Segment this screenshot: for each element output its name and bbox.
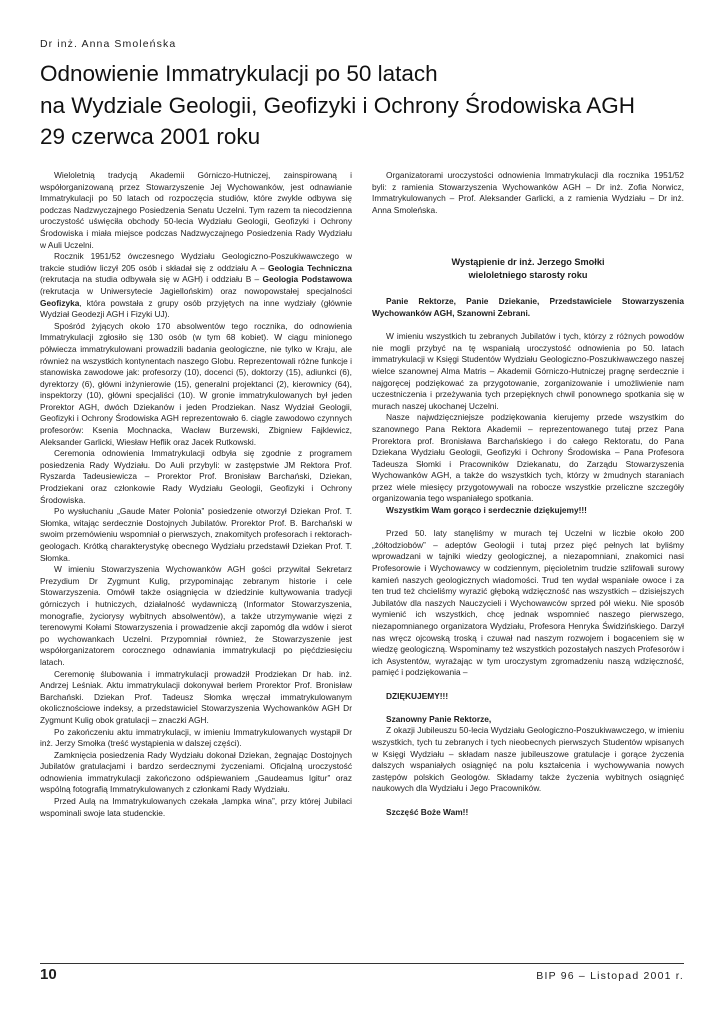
specialty-name: Geofizyka <box>40 297 80 308</box>
paragraph: Wieloletnią tradycją Akademii Górniczo-Hutniczej, zainspirowaną i współorganizowaną przez Stowarzyszenie Jej Wychowanków, jest odnawianie Immatrykulacji po 50 latach od rozpoczęcia studiów, które zwykle odbywa się podczas Nadzwyczajnego Posiedzenia Senatu Uczelni. Tym razem ta niecodzienna uroczystość uświęciła obchody 50-lecia Wydziału Geologii, Geofizyki i Ochrony Środowiska i miała miejsce podczas Nadzwyczajnego Posiedzenia Rady Wydziału w Auli Uczelni. <box>40 170 352 250</box>
paragraph: Przed Aulą na Immatrykulowanych czekała „lampka wina”, przy której Jubilaci wspominali swoje lata studenckie. <box>40 796 352 818</box>
closing-line: Szczęść Boże Wam!! <box>386 806 469 817</box>
thanks-line: Wszystkim Wam gorąco i serdecznie dziękujemy!!! <box>386 505 587 516</box>
paragraph: Ceremonię ślubowania i immatrykulacji prowadził Prodziekan Dr hab. inż. Andrzej Leśniak. Aktu immatrykulacji dokonywał berłem Prorektor Prof. Bronisław Barchański. Dziekan Prof. Tadeusz Słomka wręczał immatrykulowanym okolicznościowe indeksy, a przedstawiciel Stowarzyszenia Wychowanków AGH Dr Zygmunt Kulig obok gratulacji – znaczki AGH. <box>40 668 352 725</box>
left-column <box>40 170 352 819</box>
thanks-caps: DZIĘKUJEMY!!! <box>386 690 449 701</box>
paragraph: Organizatorami uroczystości odnowienia Immatrykulacji dla rocznika 1951/52 byli: z ramienia Stowarzyszenia Wychowanków AGH – Dr inż. Zofia Norwicz, Immatrykulowanych – Prof. Aleksander Garlicki, a z ramienia Wydziału – Dr inż. Anna Smoleńska. <box>372 170 684 215</box>
paragraph: Nasze najwdzięczniejsze podziękowania kierujemy przede wszystkim do szanownego Pana Rektora Akademii – reprezentowanego tutaj przez Pana Prorektora prof. Bronisława Barchańskiego i do całego Rektoratu, do Pana Dziekana Wydziału Geologii, Geofizyki i Ochrony Środowiska – Pana Profesora Tadeusza Słomki i Pracowników Dziekanatu, do Zarządu Stowarzyszenia Wychowanków AGH, a także do wszystkich tych, którzy w żmudnych staraniach przez wiele miesięcy przygotowywali na robocze wszystkie przeliczne szczegóły organizowania tego wspaniałego spotkania. <box>372 412 684 504</box>
speech-title-line-2: wieloletniego starosty roku <box>468 269 588 280</box>
speech-salutation: Panie Rektorze, Panie Dziekanie, Przedstawiciele Stowarzyszenia Wychowanków AGH, Szanowni Zebrani. <box>372 296 684 318</box>
paragraph: W imieniu wszystkich tu zebranych Jubilatów i tych, którzy z różnych powodów nie mogli przybyć na tę wspaniałą uroczystość odnowienia po 50. latach immatrykulacji w Księgi Studentów Wydziału Geologiczno-Poszukiwawczego naszej wielce szanownej Alma Matris – Akademii Górniczo-Hutniczej pragnę serdecznie i najgoręcej podziękować za przygotowanie, zorganizowanie i umożliwienie nam uczestniczenia i przeżywania tych przepięknych chwil ponownego spotkania się w murach naszej ukochanej Uczelni. <box>372 331 684 411</box>
article-title <box>40 58 700 153</box>
speech-title-line-1: Wystąpienie dr inż. Jerzego Smołki <box>451 257 605 268</box>
paragraph: Po wysłuchaniu „Gaude Mater Polonia” posiedzenie otworzył Dziekan Prof. T. Słomka, witając serdecznie Dostojnych Jubilatów. Prorektor Prof. B. Barchański w swoim przemówieniu wspomniał o pierwszych, znakomitych profesorach i rektorach-geologach. Krótką charakterystykę obecnego Wydziału przedstawił Dziekan Prof. T. Słomka. <box>40 506 352 563</box>
title-line-3: 29 czerwca 2001 roku <box>40 124 261 149</box>
issue-label: BIP 96 – Listopad 2001 r. <box>536 970 684 982</box>
title-line-2: na Wydziale Geologii, Geofizyki i Ochrony Środowiska AGH <box>40 92 636 118</box>
paragraph: Po zakończeniu aktu immatrykulacji, w imieniu Immatrykulowanych wystąpił Dr inż. Jerzy Smołka (treść wystąpienia w dalszej części). <box>40 726 352 749</box>
paragraph: Przed 50. laty stanęliśmy w murach tej Uczelni w liczbie około 200 „żółtodziobów” – adeptów Geologii i tutaj przez pięć pełnych lat byliśmy wprowadzani w tajniki wiedzy geologicznej, a niezapomniani, znakomici nasi Profesorowie i Wychowawcy w codziennym, pięcioletnim trudzie szlifowali surowy kamień naszych geologicznych wiadomości. Trud ten wydał wspaniałe owoce i za ten trud też chcieliśmy wyrazić głęboką wdzięczność nas wszystkich – dzisiejszych Jubilatów dla naszych Nauczycieli i Wychowawców sprzed pół wieku. Nie sposób wymienić ich wszystkich, chcę jednak wspomnieć naszego pierwszego, niezapomnianego organizatora Wydziału, Profesora Henryka Świdzińskiego. Darzył nas wręcz ojcowską troską i czuwał nad naszym rozwojem i bogaceniem się w wiedzę geologiczną. Wspominamy też wszystkich pozostałych naszych Profesorów i ich Asystentów, wyrażając w tym uroczystym zgromadzeniu naszą wdzięczność, pamięć i podziękowania – <box>372 528 684 678</box>
paragraph: Z okazji Jubileuszu 50-lecia Wydziału Geologiczno-Poszukiwawczego, w imieniu wszystkich, tych tu zebranych i tych nieobecnych pierwszych Studentów wpisanych w Księgi Wydziału – składam nasze jubileuszowe gratulacje i gorące życzenia dalszych wspaniałych osiągnięć na polu kształcenia i wychowywania nowych zastępów polskich Geologów. Składamy także życzenia wybitnych osiągnięć naukowych dla Wydziału i Jego Pracowników. <box>372 725 684 794</box>
paragraph: Zamknięcia posiedzenia Rady Wydziału dokonał Dziekan, żegnając Dostojnych Jubilatów gratulacjami i bardzo serdecznymi życzeniami. Oficjalną uroczystość odnowienia immatrykulacji zakończono odśpiewaniem „Gaudeamus Igitur” oraz wspólną fotografią Immatrykulowanych z członkami Rady Wydziału. <box>40 749 352 795</box>
page-number: 10 <box>40 966 57 983</box>
specialty-name: Geologia Podstawowa <box>262 274 352 285</box>
paragraph: Ceremonia odnowienia Immatrykulacji odbyła się zgodnie z programem posiedzenia Rady Wydziału. Do Auli przybyli: w zastępstwie JM Rektora Prof. Ryszarda Tadeusiewicza – Prorektor Prof. Bronisław Barchański, Dziekan, Prodziekani oraz członkowie Rady Wydziału Geologii, Geofizyki i Ochrony Środowiska. <box>40 448 352 505</box>
paragraph: W imieniu Stowarzyszenia Wychowanków AGH gości przywitał Sekretarz Prezydium Dr Zygmunt Kulig, przypominając zebranym historie i cele Stowarzyszenia. Omówił także osiągnięcia w dziedzinie kultywowania tradycji górniczych i hutniczych, działalność wydawniczą (Informator Stowarzyszenia, monografie, życiorysy wybitnych absolwentów), a także utrzymywanie więzi z terenowymi Kołami Stowarzyszenia i prowadzenie akcji zapomóg dla wdów i sierot po wychowankach Uczelni. Przypomniał również, że Stowarzyszenie jest współorganizatorem corocznego odnawiania immatrykulacji po pięćdziesięciu latach. <box>40 564 352 667</box>
paragraph: Rocznik 1951/52 ówczesnego Wydziału Geologiczno-Poszukiwawczego w trakcie studiów liczył 205 osób i składał się z oddziału A – Geologia Techniczna (rekrutacja na studia odbywała się w AGH) i oddziału B – Geologia Podstawowa (rekrutacja w Uniwersytecie Jagiellońskim) oraz nowopowstałej specjalności Geofizyka, która powstała z grupy osób przyjętych na inne wydziały (głównie Wydział Geodezji AGH i Fizyki UJ). <box>40 251 352 320</box>
salutation-rector: Szanowny Panie Rektorze, <box>386 713 492 724</box>
right-column <box>372 170 684 818</box>
paragraph: Spośród żyjących około 170 absolwentów tego rocznika, do odnowienia Immatrykulacji zgłosiło się 130 osób (w tym 68 kobiet). W ciągu minionego półwiecza immatrykulowani prowadzili badania geologiczne, nie tylko w Kraju, ale również na wszystkich kontynentach naszego Globu. Reprezentowali różne funkcje i stanowiska zawodowe jak: profesorzy (10), docenci (5), doktorzy (15), adiunkci (6), dyrektorzy (6), główni inżynierowie (15), generalni projektanci (2), kierownicy (64), inspektorzy (10), główni specjaliści (10). W gronie immatrykulowanych był jeden Prorektor AGH, dwóch Dziekanów i jeden Prodziekan. Nasz Wydział Geologii, Geofizyki i Ochrony Środowiska AGH reprezentowało 6. ciągle zawodowo czynnych profesorów: Ksenia Mochnacka, Wacław Burzewski, Zbigniew Fajklewicz, Aleksander Garlicki, Wiesław Heflik oraz Jacek Rutkowski. <box>40 320 352 447</box>
footer-divider <box>40 963 684 964</box>
author-byline: Dr inż. Anna Smoleńska <box>40 38 177 50</box>
title-line-1: Odnowienie Immatrykulacji po 50 latach <box>40 61 438 86</box>
specialty-name: Geologia Techniczna <box>267 262 352 273</box>
